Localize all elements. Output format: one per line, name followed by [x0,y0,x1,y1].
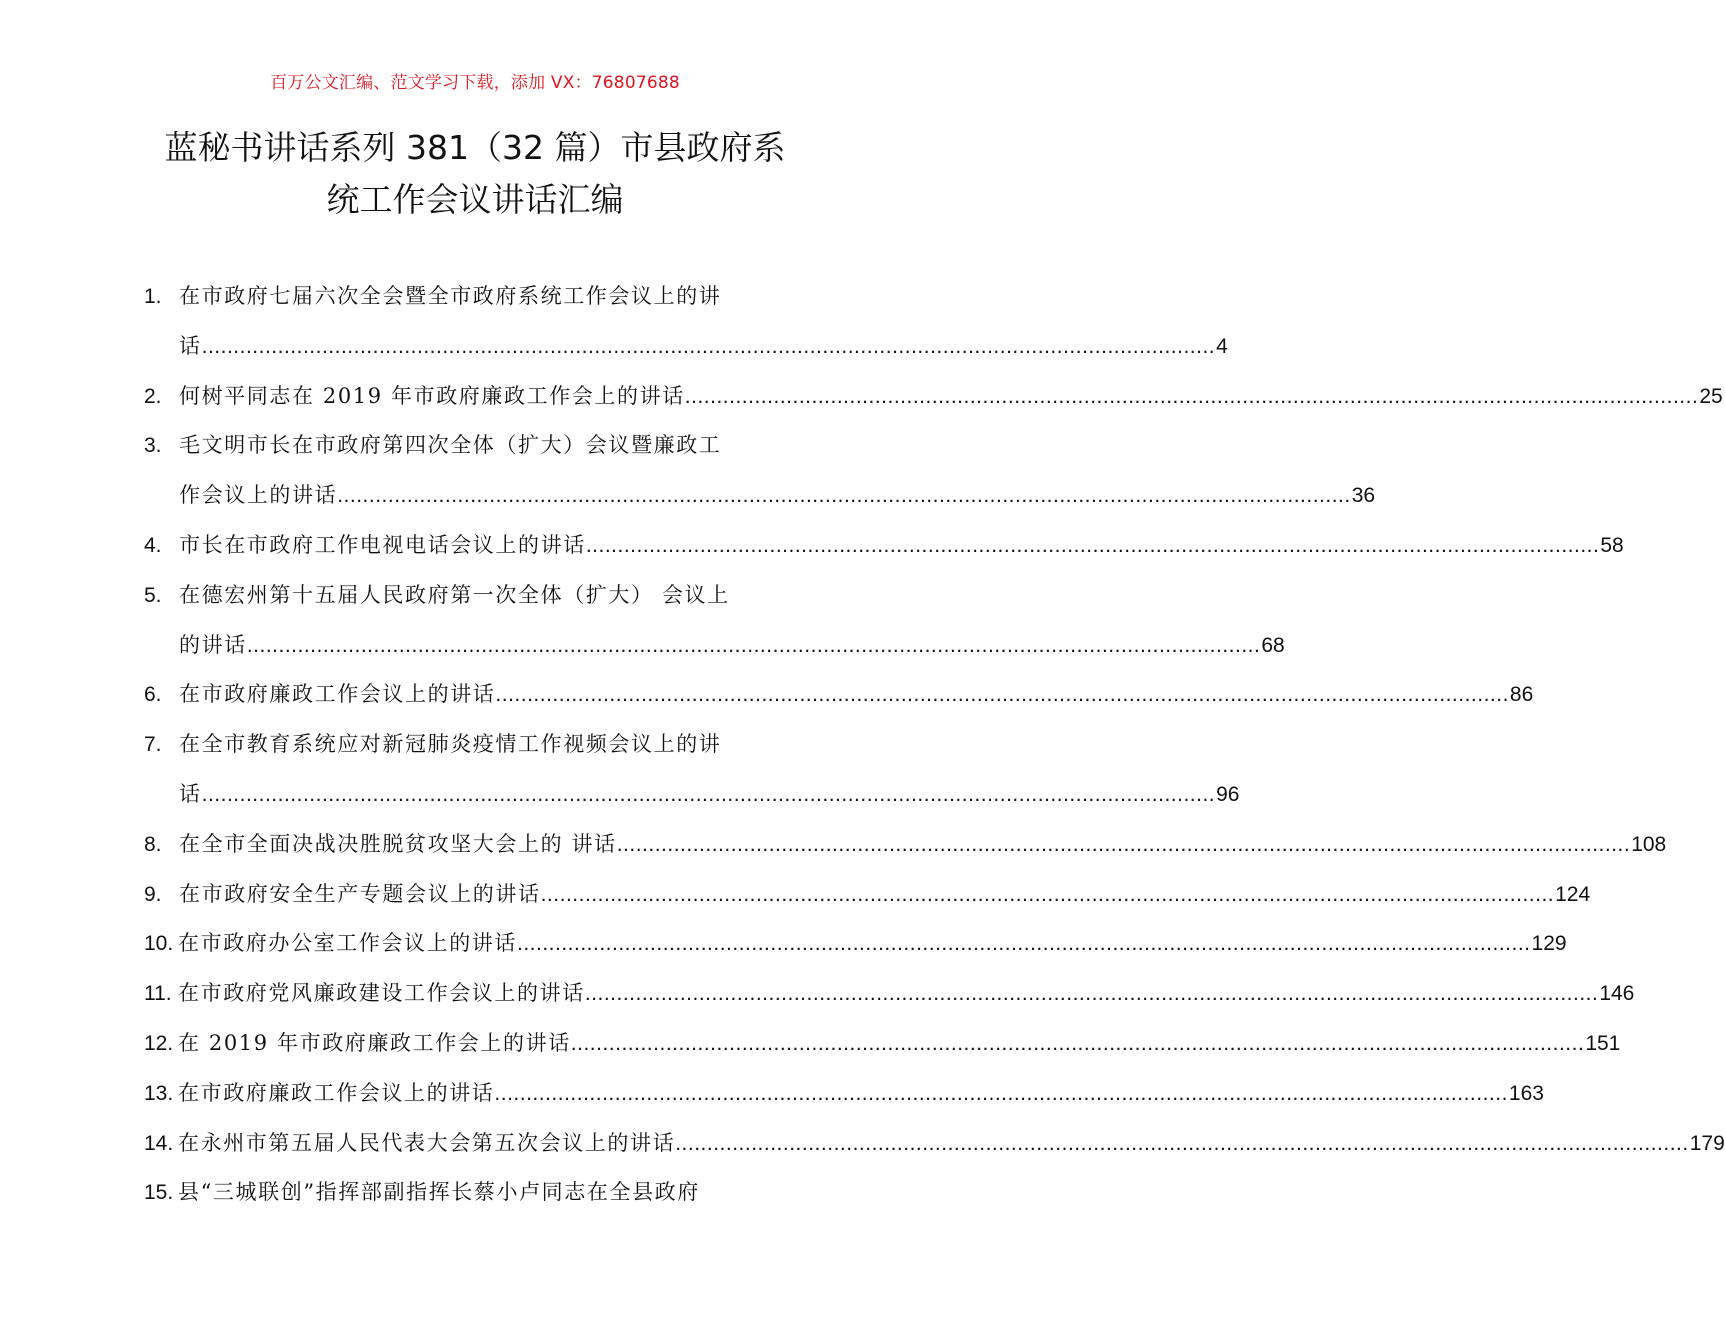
title-line-2: 统工作会议讲话汇编 [326,180,624,219]
toc-entry-number: 12. [144,1031,174,1055]
toc-entry-body [178,919,1567,969]
toc-leader-dots: ................................................................................................................................................................ [675,1131,1689,1155]
toc-entry-title-cont: 话 [179,781,202,806]
toc-entry-title: 何树平同志在 2019 年市政府廉政工作会上的讲话 [179,383,685,408]
toc-entry-line [179,322,1228,372]
toc-entry-title: 在市政府廉政工作会议上的讲话 [178,1080,495,1105]
toc-leader-dots: ................................................................................................................................................................ [585,533,1600,557]
toc-leader-dots: ................................................................................................................................................................ [201,334,1216,358]
toc-entry-title-cont: 话 [179,333,202,358]
toc-entry-line [179,870,1591,920]
toc-page-number: 124 [1555,882,1591,906]
toc-entry[interactable] [144,870,1591,920]
toc-entry-title: 在德宏州第十五届人民政府第一次全体（扩大） 会议上 [179,582,730,607]
toc-entry-line [178,1069,1544,1119]
toc-entry[interactable] [144,571,1285,671]
toc-entry-body [179,720,1240,820]
toc-leader-dots: ................................................................................................................................................................ [584,982,1599,1006]
toc-entry-line [179,770,1240,820]
toc-entry-line [179,421,806,471]
toc-leader-dots: ................................................................................................................................................................ [337,484,1351,508]
toc-entry-title: 市长在市政府工作电视电话会议上的讲话 [179,532,586,557]
toc-leader-dots: ................................................................................................................................................................ [684,384,1699,408]
toc-entry-line [179,670,1534,720]
toc-entry-title: 在 2019 年市政府廉政工作会上的讲话 [178,1030,571,1055]
toc-page-number: 58 [1600,533,1624,557]
toc-entry-number: 7. [144,733,162,757]
toc-entry-number: 2. [144,384,162,408]
toc-entry-line [179,621,1285,671]
toc-page-number: 25 [1699,384,1723,408]
toc-entry-body [178,1119,1725,1169]
toc-page-number: 108 [1631,832,1667,856]
toc-entry-number: 15. [144,1181,174,1205]
toc-entry-line [179,372,1723,422]
toc-entry-line [178,1019,1621,1069]
toc-entry-body [179,272,1228,372]
toc-entry-title: 在市政府党风廉政建设工作会议上的讲话 [178,981,585,1006]
toc-leader-dots: ................................................................................................................................................................ [616,832,1631,856]
toc-leader-dots: ................................................................................................................................................................ [540,882,1555,906]
toc-entry-body [179,421,1376,521]
title-line-1: 蓝秘书讲话系列 381（32 篇）市县政府系 [164,128,786,167]
toc-entry[interactable] [144,820,1667,870]
toc-entry-title: 在全市全面决战决胜脱贫攻坚大会上的 讲话 [179,831,617,856]
toc-entry-title: 毛文明市长在市政府第四次全体（扩大）会议暨廉政工 [179,433,722,458]
table-of-contents [144,272,1725,1218]
toc-entry-body [179,670,1534,720]
toc-entry[interactable] [144,521,1624,571]
toc-entry-body [178,1069,1544,1119]
toc-entry-title: 县“三城联创”指挥部副指挥长蔡小卢同志在全县政府 [178,1180,700,1205]
toc-entry-line [179,471,1376,521]
toc-entry[interactable] [144,272,1228,372]
toc-entry[interactable] [144,720,1240,820]
toc-entry-body [179,521,1624,571]
toc-entry-title-cont: 作会议上的讲话 [179,483,338,508]
toc-page-number: 4 [1216,334,1228,358]
toc-page-number: 179 [1689,1131,1725,1155]
toc-leader-dots: ................................................................................................................................................................ [517,932,1531,956]
toc-entry-title: 在全市教育系统应对新冠肺炎疫情工作视频会议上的讲 [179,732,722,757]
toc-entry[interactable] [144,1119,1725,1169]
toc-entry-number: 9. [144,882,162,906]
toc-entry-body [178,969,1635,1019]
toc-entry-body [178,1019,1621,1069]
toc-entry-title: 在市政府廉政工作会议上的讲话 [179,682,496,707]
toc-entry-title: 在市政府安全生产专题会议上的讲话 [179,881,541,906]
toc-entry[interactable] [144,421,1376,521]
toc-entry[interactable] [144,670,1534,720]
toc-entry[interactable] [144,1019,1621,1069]
toc-page-number: 36 [1351,484,1376,508]
toc-entry-number: 13. [144,1081,174,1105]
toc-entry-title: 在永州市第五届人民代表大会第五次会议上的讲话 [178,1130,676,1155]
toc-entry-number: 6. [144,683,162,707]
toc-entry-title: 在市政府七届六次全会暨全市政府系统工作会议上的讲 [179,284,722,308]
toc-entry-number: 4. [144,533,162,557]
toc-entry-line [179,521,1624,571]
toc-page-number: 163 [1508,1081,1544,1105]
toc-entry-number: 1. [144,285,162,308]
promo-banner: 百万公文汇编、范文学习下载，添加 VX：76807688 [270,73,680,93]
toc-entry[interactable] [144,1168,806,1218]
toc-entry-number: 8. [144,832,162,856]
toc-entry-line [179,571,806,621]
toc-leader-dots: ................................................................................................................................................................ [494,1081,1508,1105]
toc-entry-line [178,969,1635,1019]
toc-entry-body [179,571,1285,671]
toc-entry-body [179,820,1667,870]
toc-leader-dots: ................................................................................................................................................................ [201,782,1216,806]
document-title [130,122,820,226]
toc-entry-number: 11. [144,982,172,1006]
toc-entry-line [179,820,1667,870]
toc-entry[interactable] [144,372,1723,422]
toc-leader-dots: ................................................................................................................................................................ [246,633,1261,657]
toc-entry-title-cont: 的讲话 [179,632,247,657]
toc-entry-line [178,1168,806,1218]
toc-entry-number: 5. [144,583,162,607]
toc-page-number: 146 [1599,982,1635,1006]
toc-entry-line [178,919,1567,969]
toc-entry-number: 10. [144,932,174,956]
toc-entry[interactable] [144,919,1567,969]
toc-entry-body [178,1168,806,1218]
toc-page-number: 129 [1531,932,1567,956]
toc-page-number: 151 [1585,1031,1621,1055]
toc-entry-number: 3. [144,434,162,458]
toc-entry-title: 在市政府办公室工作会议上的讲话 [178,931,517,956]
toc-entry-line [179,720,806,770]
toc-page-number: 86 [1509,683,1534,707]
toc-entry[interactable] [144,1069,1544,1119]
toc-entry-line [179,272,806,322]
toc-page-number: 68 [1261,633,1285,657]
toc-entry-body [179,870,1591,920]
toc-entry-line [178,1119,1725,1169]
toc-page-number: 96 [1216,782,1240,806]
toc-entry[interactable] [144,969,1635,1019]
toc-entry-number: 14. [144,1131,174,1155]
toc-entry-body [179,372,1723,422]
toc-leader-dots: ................................................................................................................................................................ [570,1031,1585,1055]
toc-leader-dots: ................................................................................................................................................................ [495,683,1509,707]
